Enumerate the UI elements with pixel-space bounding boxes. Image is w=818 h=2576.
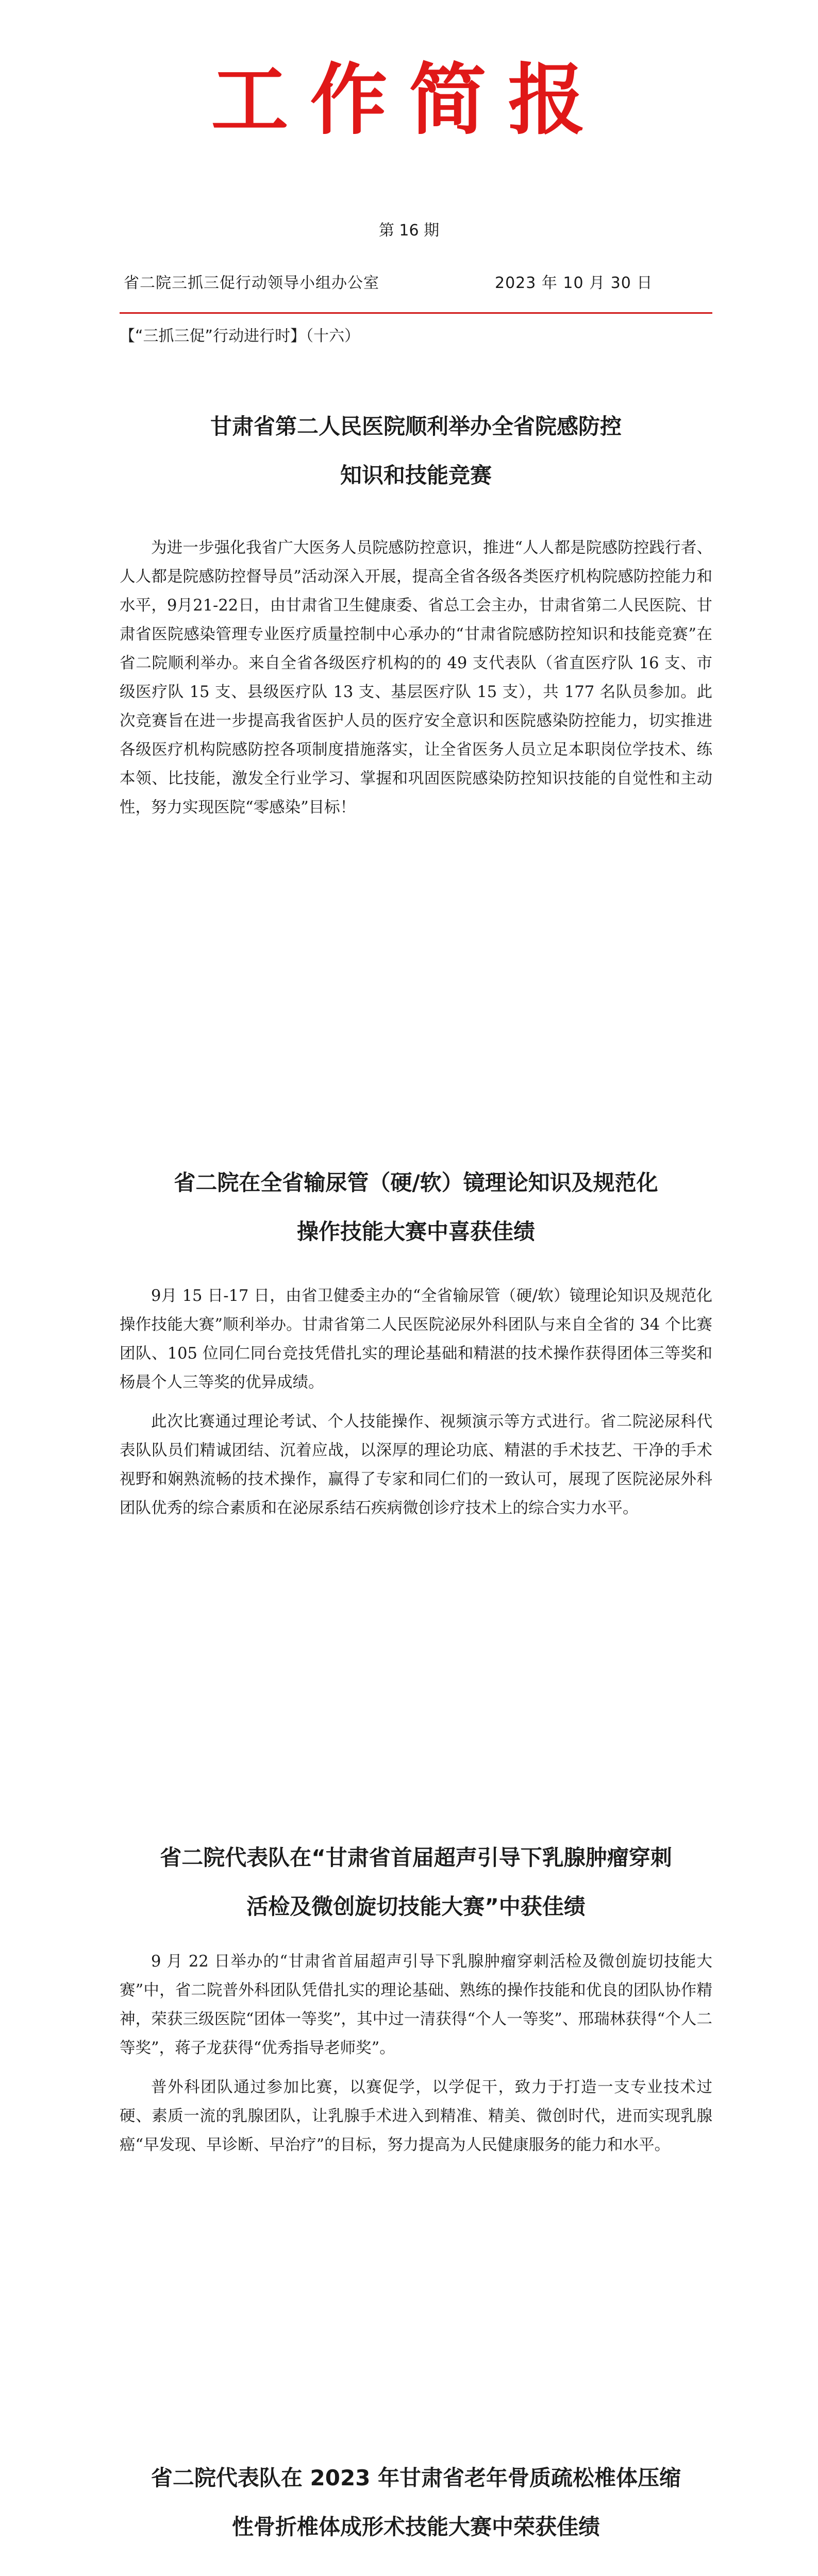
article-title-line: 活检及微创旋切技能大赛”中获佳绩 xyxy=(246,1894,586,1919)
article-title-line: 省二院代表队在“甘肃省首届超声引导下乳腺肿瘤穿刺 xyxy=(160,1845,672,1870)
article-title-line: 甘肃省第二人民医院顺利举办全省院感防控 xyxy=(210,414,622,439)
article-paragraph: 普外科团队通过参加比赛，以赛促学，以学促干，致力于打造一支专业技术过硬、素质一流的乳腺团队，让乳腺手术进入到精准、精美、微创时代，进而实现乳腺癌“早发现、早诊断、早治疗”的目标，努力提高为人民健康服务的能力和水平。 xyxy=(120,2078,712,2154)
article-3-title xyxy=(120,1833,712,1931)
article-2-body xyxy=(120,1282,712,1523)
article-3-body xyxy=(120,1947,712,2160)
masthead-title: 工作简报 xyxy=(211,56,607,145)
article-1-title xyxy=(120,402,712,500)
article-title-line: 省二院在全省输尿管（硬/软）镜理论知识及规范化 xyxy=(174,1170,658,1195)
article-paragraph: 9月 15 日-17 日，由省卫健委主办的“全省输尿管（硬/软）镜理论知识及规范化操作技能大赛”顺利举办。甘肃省第二人民医院泌尿外科团队与来自全省的 34 个比赛团队、105 位同仁同台竞技凭借扎实的理论基础和精湛的技术操作获得团体三等奖和杨晨个人三等奖的优异成绩。 xyxy=(120,1287,712,1392)
article-2-title xyxy=(120,1158,712,1256)
article-1-body xyxy=(120,534,712,822)
issue-number: 第 16 期 xyxy=(378,222,440,240)
article-4-title xyxy=(120,2453,712,2551)
article-title-line: 操作技能大赛中喜获佳绩 xyxy=(296,1219,535,1244)
article-title-line: 性骨折椎体成形术技能大赛中荣获佳绩 xyxy=(231,2514,600,2539)
article-title-line: 知识和技能竞赛 xyxy=(340,463,492,488)
article-title-line: 省二院代表队在 2023 年甘肃省老年骨质疏松椎体压缩 xyxy=(151,2465,681,2490)
article-paragraph: 此次比赛通过理论考试、个人技能操作、视频演示等方式进行。省二院泌尿科代表队队员们精诚团结、沉着应战，以深厚的理论功底、精湛的手术技艺、干净的手术视野和娴熟流畅的技术操作，赢得了专家和同仁们的一致认可，展现了医院泌尿外科团队优秀的综合素质和在泌尿系结石疾病微创诊疗技术上的综合实力水平。 xyxy=(120,1413,712,1517)
publication-date: 2023 年 10 月 30 日 xyxy=(495,274,653,292)
article-paragraph: 为进一步强化我省广大医务人员院感防控意识，推进“人人都是院感防控践行者、人人都是院感防控督导员”活动深入开展，提高全省各级各类医疗机构院感防控能力和水平，9月21-22日，由甘肃省卫生健康委、省总工会主办，甘肃省第二人民医院、甘肃省医院感染管理专业医疗质量控制中心承办的“甘肃省院感防控知识和技能竞赛”在省二院顺利举办。来自全省各级医疗机构的的 49 支代表队（省直医疗队 16 支、市级医疗队 15 支、县级医疗队 13 支、基层医疗队 15 支），共 177 名队员参加。此次竞赛旨在进一步提高我省医护人员的医疗安全意识和医院感染防控能力，切实推进各级医疗机构院感防控各项制度措施落实，让全省医务人员立足本职岗位学技术、练本领、比技能，激发全行业学习、掌握和巩固医院感染防控知识技能的自觉性和主动性，努力实现医院“零感染”目标！ xyxy=(120,539,712,817)
column-tag: 【“三抓三促”行动进行时】（十六） xyxy=(120,327,360,345)
red-divider xyxy=(120,312,712,314)
article-paragraph: 9 月 22 日举办的“甘肃省首届超声引导下乳腺肿瘤穿刺活检及微创旋切技能大赛”中，省二院普外科团队凭借扎实的理论基础、熟练的操作技能和优良的团队协作精神，荣获三级医院“团体一等奖”，其中过一清获得“个人一等奖”、邢瑞林获得“个人二等奖”，蒋子龙获得“优秀指导老师奖”。 xyxy=(120,1953,712,2057)
sponsor-office: 省二院三抓三促行动领导小组办公室 xyxy=(124,274,379,292)
